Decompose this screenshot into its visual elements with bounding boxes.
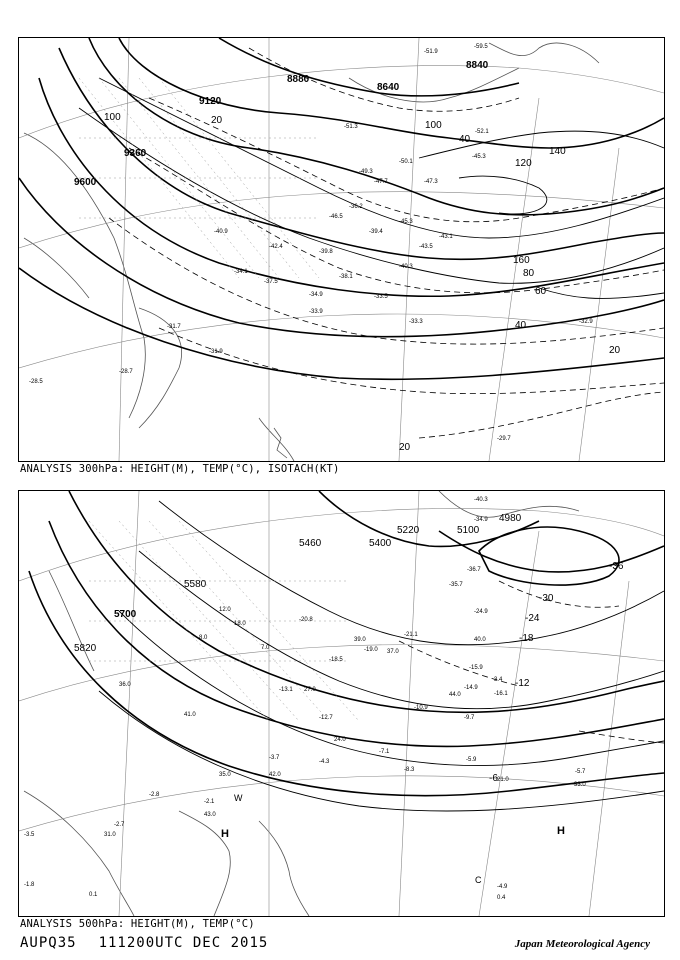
station-temp: 12.0 xyxy=(219,607,231,613)
station-temp: -21.1 xyxy=(404,632,418,638)
height-label: 5700 xyxy=(114,609,137,620)
station-temp: 7.0 xyxy=(261,645,270,651)
temp-label: -30 xyxy=(539,593,554,604)
station-temp: -1.8 xyxy=(24,882,35,888)
station-temp: -2.7 xyxy=(114,822,125,828)
isotherm-dashed xyxy=(399,581,664,743)
station-temp: 39.0 xyxy=(354,637,366,643)
station-temp: -20.8 xyxy=(299,617,313,623)
station-temp: -2.1 xyxy=(204,799,215,805)
station-temp: 27.0 xyxy=(304,687,316,693)
coastlines xyxy=(24,43,599,461)
station-temp: -4.9 xyxy=(497,884,508,890)
isotach-label: 60 xyxy=(535,286,547,297)
station-temp: 3.4 xyxy=(494,677,503,683)
station-temp: -43.5 xyxy=(419,244,433,250)
coastlines xyxy=(24,491,579,916)
station-temp: 43.0 xyxy=(204,812,216,818)
station-temp: -52.1 xyxy=(475,129,489,135)
station-temp: 0.4 xyxy=(497,895,506,901)
station-temp: -34.1 xyxy=(234,269,248,275)
station-temp: -13.1 xyxy=(279,687,293,693)
station-temp: -9.7 xyxy=(464,715,475,721)
station-temp: -37.5 xyxy=(264,279,278,285)
station-temp: -7.1 xyxy=(379,749,390,755)
station-temp: -29.7 xyxy=(497,436,511,442)
station-temp: -10.9 xyxy=(414,705,428,711)
station-temp: 41.0 xyxy=(184,712,196,718)
station-temp: -51.9 xyxy=(424,49,438,55)
station-temp: -45.3 xyxy=(399,219,413,225)
height-label: 9600 xyxy=(74,177,97,188)
isotach-label: 20 xyxy=(399,442,411,453)
station-temp: -8.3 xyxy=(404,767,415,773)
station-temp: -40.3 xyxy=(399,264,413,270)
valid-time: 111200UTC DEC 2015 xyxy=(98,935,269,951)
temp-label: -12 xyxy=(515,678,530,689)
station-temp: -42.4 xyxy=(269,244,283,250)
station-temp: -15.9 xyxy=(469,665,483,671)
isotach-label: 100 xyxy=(104,112,121,123)
station-temp: -12.7 xyxy=(319,715,333,721)
height-label: 5820 xyxy=(74,643,97,654)
station-temp: -45.3 xyxy=(472,154,486,160)
panel-caption-500hpa: ANALYSIS 500hPa: HEIGHT(M), TEMP(°C) xyxy=(20,918,255,930)
height-label: 5220 xyxy=(397,525,420,536)
isotach-label-group xyxy=(104,112,621,453)
station-temp: -32.9 xyxy=(579,319,593,325)
station-temp: -46.5 xyxy=(329,214,343,220)
station-temp: -4.3 xyxy=(319,759,330,765)
station-temp: -28.5 xyxy=(29,379,43,385)
height-label: 8640 xyxy=(377,82,400,93)
height-contours xyxy=(19,38,664,379)
station-temp: 44.0 xyxy=(449,692,461,698)
isotach-label: 120 xyxy=(515,158,532,169)
station-temp: -3.5 xyxy=(24,832,35,838)
high-center-label: H xyxy=(557,825,565,837)
station-temp: -49.3 xyxy=(359,169,373,175)
station-temp: 18.0 xyxy=(234,621,246,627)
analysis-500hpa-map xyxy=(18,490,665,917)
chart-code: AUPQ35 xyxy=(20,935,77,951)
temp-label: -18 xyxy=(519,633,534,644)
station-temp: -33.3 xyxy=(409,319,423,325)
map-300hpa-svg xyxy=(19,38,664,461)
isotach-label: 40 xyxy=(459,134,471,145)
temp-label-group xyxy=(489,561,624,784)
isotach-label: 40 xyxy=(515,320,527,331)
station-temp: -50.1 xyxy=(399,159,413,165)
isotach-label: 20 xyxy=(609,345,621,356)
station-temp: -36.7 xyxy=(467,567,481,573)
station-temp: -51.3 xyxy=(344,124,358,130)
station-temp: -33.5 xyxy=(374,294,388,300)
station-temp: 0.1 xyxy=(89,892,98,898)
isotach-label: 20 xyxy=(211,115,223,126)
station-temp: -5.9 xyxy=(466,757,477,763)
warm-center-label: W xyxy=(234,793,243,803)
chart-identifier xyxy=(20,935,290,951)
station-temp-group xyxy=(29,44,593,442)
station-temp: 21.0 xyxy=(497,777,509,783)
station-temp: -19.0 xyxy=(364,647,378,653)
station-temp: -31.7 xyxy=(167,324,181,330)
height-label: 9120 xyxy=(199,96,222,107)
station-temp: -47.7 xyxy=(374,179,388,185)
height-label: 9360 xyxy=(124,148,147,159)
height-label: 5580 xyxy=(184,579,207,590)
height-label: 8880 xyxy=(287,74,310,85)
station-temp: 42.0 xyxy=(269,772,281,778)
panel-caption-300hpa: ANALYSIS 300hPa: HEIGHT(M), TEMP(°C), ISOTACH(KT) xyxy=(20,463,340,475)
graticule xyxy=(19,491,664,916)
graticule xyxy=(19,38,664,461)
height-label: 5100 xyxy=(457,525,480,536)
analysis-300hpa-map xyxy=(18,37,665,462)
station-temp: -2.8 xyxy=(149,792,160,798)
station-temp: -40.3 xyxy=(474,497,488,503)
temp-label: -6 xyxy=(489,773,498,784)
station-temp: -40.9 xyxy=(214,229,228,235)
station-temp: -16.1 xyxy=(494,691,508,697)
isotach-label: 140 xyxy=(549,146,566,157)
station-temp: -47.3 xyxy=(424,179,438,185)
isotach-contours xyxy=(79,78,664,298)
station-temp: -59.5 xyxy=(474,44,488,50)
station-temp: 40.0 xyxy=(474,637,486,643)
height-label: 4980 xyxy=(499,513,522,524)
cold-center-label: C xyxy=(475,875,482,885)
station-temp: -34.9 xyxy=(474,517,488,523)
station-temp: -18.5 xyxy=(329,657,343,663)
station-temp: -24.9 xyxy=(474,609,488,615)
jet-hatching xyxy=(79,78,319,278)
height-label: 8840 xyxy=(466,60,489,71)
station-temp: -31.9 xyxy=(209,349,223,355)
station-temp: 24.0 xyxy=(334,737,346,743)
height-label: 5400 xyxy=(369,538,392,549)
isotach-label: 100 xyxy=(425,120,442,131)
station-temp: 31.0 xyxy=(104,832,116,838)
station-temp: -39.4 xyxy=(369,229,383,235)
station-temp: -5.7 xyxy=(575,769,586,775)
station-temp: -33.9 xyxy=(309,309,323,315)
station-temp: -28.7 xyxy=(119,369,133,375)
station-temp: 33.0 xyxy=(574,782,586,788)
temp-label: -36 xyxy=(609,561,624,572)
station-temp: -34.9 xyxy=(309,292,323,298)
station-temp: -43.1 xyxy=(439,234,453,240)
pressure-centers xyxy=(221,793,565,885)
station-temp: 35.0 xyxy=(219,772,231,778)
station-temp: -36.2 xyxy=(349,204,363,210)
station-temp: 8.0 xyxy=(199,635,208,641)
station-temp: -38.1 xyxy=(339,274,353,280)
station-temp: -39.8 xyxy=(319,249,333,255)
station-temp: 37.0 xyxy=(387,649,399,655)
height-label: 5460 xyxy=(299,538,322,549)
height-contours xyxy=(29,491,664,796)
agency-name: Japan Meteorological Agency xyxy=(514,938,650,950)
isotach-label: 80 xyxy=(523,268,535,279)
high-center-label: H xyxy=(221,828,229,840)
station-temp: 36.0 xyxy=(119,682,131,688)
station-temp: -14.9 xyxy=(464,685,478,691)
station-temp: -3.7 xyxy=(269,755,280,761)
temp-label: -24 xyxy=(525,613,540,624)
station-temp: -35.7 xyxy=(449,582,463,588)
map-500hpa-svg xyxy=(19,491,664,916)
isotach-label: 160 xyxy=(513,255,530,266)
